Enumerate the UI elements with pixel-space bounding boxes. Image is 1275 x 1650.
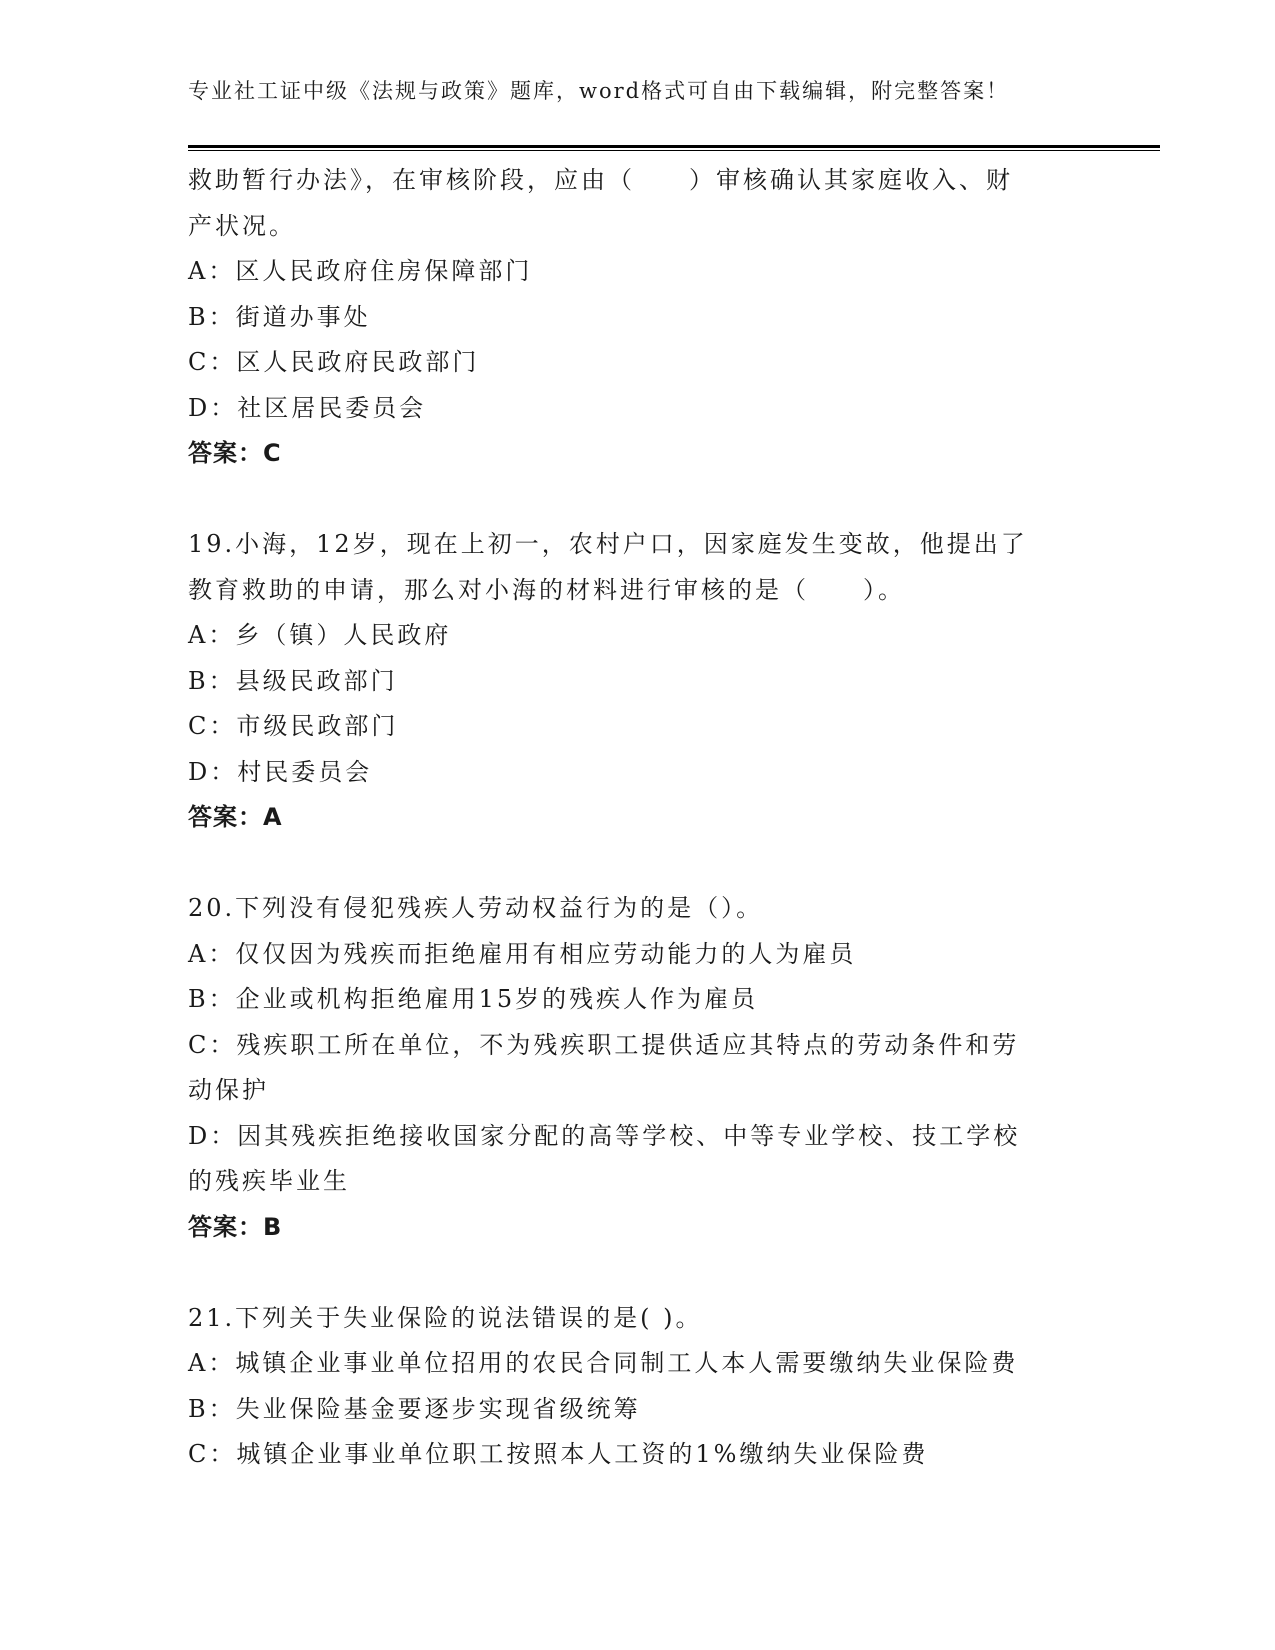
option-d: D：村民委员会 (188, 757, 373, 786)
option-d: D：社区居民委员会 (188, 393, 427, 422)
option-a: A：乡（镇）人民政府 (188, 621, 452, 649)
question-20 (188, 886, 1088, 1250)
question-stem-line: 产状况。 (188, 211, 296, 240)
question-21 (188, 1296, 1088, 1478)
spacer (188, 477, 1088, 523)
option-d: D：因其残疾拒绝接收国家分配的高等学校、中等专业学校、技工学校 (188, 1121, 1021, 1150)
question-stem-line: 救助暂行办法》，在审核阶段，应由（ ）审核确认其家庭收入、财 (188, 166, 1013, 194)
option-b: B：县级民政部门 (188, 666, 398, 695)
option-c-continued: 动保护 (188, 1076, 269, 1104)
question-stem-line: 教育救助的申请，那么对小海的材料进行审核的是（ ）。 (188, 575, 905, 604)
spacer (188, 1250, 1088, 1296)
option-c: C：市级民政部门 (188, 712, 399, 740)
header-rule-thick (188, 145, 1160, 148)
option-c: C：残疾职工所在单位，不为残疾职工提供适应其特点的劳动条件和劳 (188, 1030, 1020, 1059)
page-header: 专业社工证中级《法规与政策》题库，word格式可自由下载编辑，附完整答案！ (188, 79, 1010, 103)
option-a: A：区人民政府住房保障部门 (188, 257, 533, 285)
option-c: C：区人民政府民政部门 (188, 348, 480, 376)
question-18 (188, 158, 1088, 477)
option-b: B：企业或机构拒绝雇用15岁的残疾人作为雇员 (188, 985, 759, 1013)
question-19 (188, 522, 1088, 841)
option-b: B：失业保险基金要逐步实现省级统筹 (188, 1394, 641, 1423)
question-stem-line: 20.下列没有侵犯残疾人劳动权益行为的是（）。 (188, 894, 764, 922)
answer-line: 答案：C (188, 439, 282, 467)
question-stem-line: 19.小海，12岁，现在上初一，农村户口，因家庭发生变故，他提出了 (188, 530, 1028, 558)
header-rule-thin (188, 150, 1160, 151)
spacer (188, 841, 1088, 887)
question-stem-line: 21.下列关于失业保险的说法错误的是( )。 (188, 1303, 703, 1332)
question-content (188, 158, 1088, 1478)
option-a: A：仅仅因为残疾而拒绝雇用有相应劳动能力的人为雇员 (188, 939, 857, 968)
answer-line: 答案：A (188, 803, 283, 831)
answer-line: 答案：B (188, 1212, 283, 1241)
option-b: B：街道办事处 (188, 302, 371, 331)
option-d-continued: 的残疾毕业生 (188, 1167, 350, 1195)
option-c: C：城镇企业事业单位职工按照本人工资的1%缴纳失业保险费 (188, 1440, 929, 1468)
option-a: A：城镇企业事业单位招用的农民合同制工人本人需要缴纳失业保险费 (188, 1349, 1019, 1377)
